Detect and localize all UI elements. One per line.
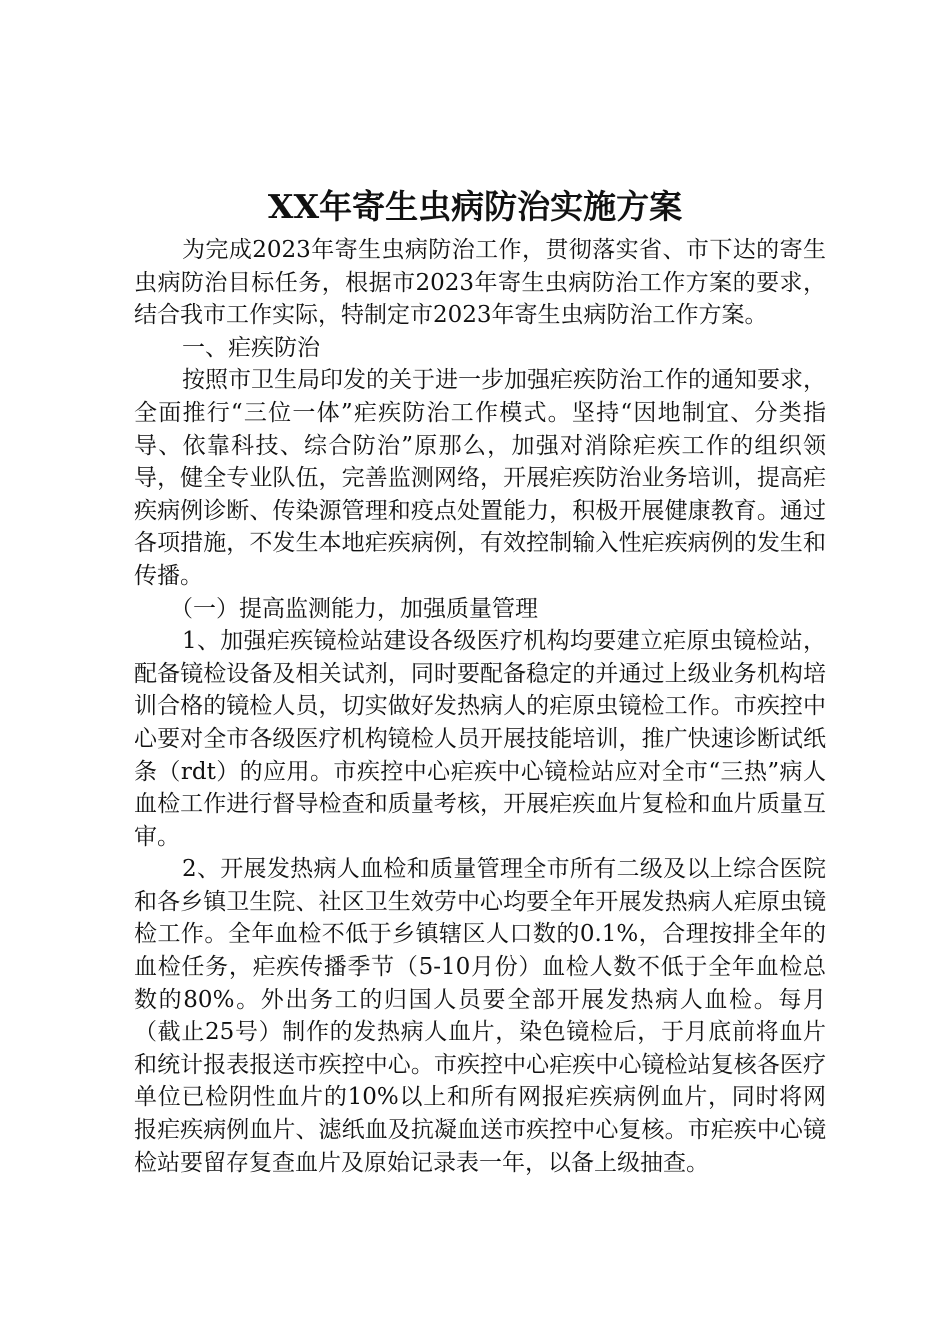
- item-2-paragraph: 2、开展发热病人血检和质量管理全市所有二级及以上综合医院和各乡镇卫生院、社区卫生效劳中心均要全年开展发热病人疟原虫镜检工作。全年血检不低于乡镇辖区人口数的0.1%，合理按排全年的血检任务，疟疾传播季节（5-10月份）血检人数不低于全年血检总数的80%。外出务工的归国人员要全部开展发热病人血检。每月（截止25号）制作的发热病人血片，染色镜检后，于月底前将血片和统计报表报送市疾控中心。市疾控中心疟疾中心镜检站复核各医疗单位已检阴性血片的10%以上和所有网报疟疾病例血片，同时将网报疟疾病例血片、滤纸血及抗凝血送市疾控中心复核。市疟疾中心镜检站要留存复查血片及原始记录表一年，以备上级抽查。: [134, 856, 826, 1176]
- document-body: [134, 234, 826, 1179]
- intro-paragraph: 为完成2023年寄生虫病防治工作，贯彻落实省、市下达的寄生虫病防治目标任务，根据市2023年寄生虫病防治工作方案的要求，结合我市工作实际，特制定市2023年寄生虫病防治工作方案。: [134, 237, 826, 329]
- sub-heading-monitoring: （一）提高监测能力，加强质量管理: [170, 595, 538, 622]
- section-heading-malaria: 一、疟疾防治: [182, 334, 320, 361]
- malaria-paragraph: 按照市卫生局印发的关于进一步加强疟疾防治工作的通知要求，全面推行“三位一体”疟疾防治工作模式。坚持“因地制宜、分类指导、依靠科技、综合防治”原那么，加强对消除疟疾工作的组织领导，健全专业队伍，完善监测网络，开展疟疾防治业务培训，提高疟疾病例诊断、传染源管理和疫点处置能力，积极开展健康教育。通过各项措施，不发生本地疟疾病例，有效控制输入性疟疾病例的发生和传播。: [134, 367, 826, 589]
- item-1-paragraph: 1、加强疟疾镜检站建设各级医疗机构均要建立疟原虫镜检站，配备镜检设备及相关试剂，同时要配备稳定的并通过上级业务机构培训合格的镜检人员，切实做好发热病人的疟原虫镜检工作。市疾控中心要对全市各级医疗机构镜检人员开展技能培训，推广快速诊断试纸条（rdt）的应用。市疾控中心疟疾中心镜检站应对全市“三热”病人血检工作进行督导检查和质量考核，开展疟疾血片复检和血片质量互审。: [134, 628, 826, 850]
- document-title: XX年寄生虫病防治实施方案: [267, 187, 683, 226]
